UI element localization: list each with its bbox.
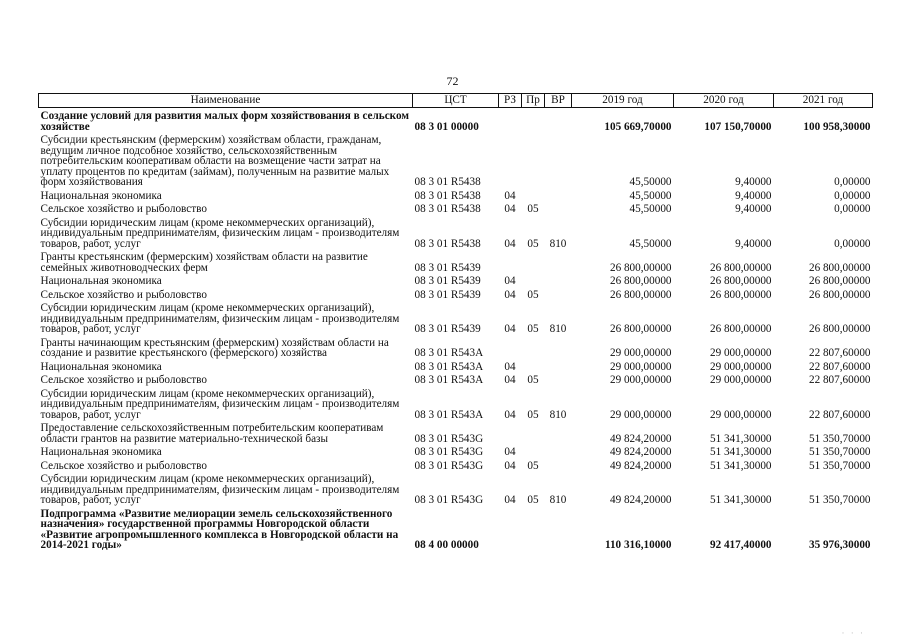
cell-cst: 08 3 01 R5438	[414, 176, 481, 188]
cell-2019: 45,50000	[629, 176, 672, 188]
table-row	[39, 215, 873, 250]
cell-2019: 105 669,70000	[604, 120, 672, 133]
cell-2020: 29 000,00000	[709, 360, 772, 373]
cell-vr	[545, 458, 572, 472]
cell-2019: 29 000,00000	[609, 408, 672, 421]
cell-vr: 810	[549, 494, 567, 506]
cell-rz: 04	[504, 203, 516, 215]
cell-rz	[499, 420, 522, 444]
page-number: 72	[446, 74, 459, 88]
cell-cst: 08 3 01 R5439	[414, 261, 481, 274]
cell-cst: 08 3 01 R543G	[414, 446, 484, 458]
cell-2021: 26 800,00000	[808, 261, 871, 274]
cell-cst: 08 3 01 R5439	[414, 275, 481, 287]
cell-2021: 22 807,60000	[808, 347, 871, 359]
cell-name: Национальная экономика	[40, 446, 162, 458]
budget-table	[38, 93, 873, 551]
cell-cst: 08 3 01 00000	[414, 120, 479, 133]
cell-name: Субсидии юридическим лицам (кроме некоммерческих организаций), индивидуальным предпринимателям, физическим лицам - производителям товаров, работ, услуг	[40, 387, 400, 421]
table-row	[39, 201, 873, 215]
cell-name: Субсидии юридическим лицам (кроме некоммерческих организаций), индивидуальным предпринимателям, физическим лицам - производителям товаров, работ, услуг	[40, 216, 400, 250]
cell-2021: 26 800,00000	[808, 323, 871, 335]
cell-pr: 05	[527, 494, 539, 506]
cell-2019: 49 824,20000	[609, 459, 672, 472]
cell-cst: 08 3 01 R543A	[414, 347, 484, 359]
cell-name: Национальная экономика	[40, 360, 162, 373]
cell-rz: 04	[504, 459, 516, 472]
table-row	[39, 444, 873, 458]
cell-cst: 08 3 01 R5438	[414, 189, 481, 202]
header-vr: ВР	[545, 94, 572, 108]
cell-pr	[522, 444, 545, 458]
cell-pr: 05	[527, 459, 539, 472]
cell-2019: 26 800,00000	[609, 323, 672, 335]
cell-name: Субсидии крестьянским (фермерским) хозяйствам области, гражданам, ведущим личное подсобное хозяйство, сельскохозяйственным потребительским кооперативам области на возмещение части затрат на уплату процентов по кредитам (займам), полученным на развитие малых форм хозяйствования	[40, 134, 390, 188]
cell-pr: 05	[527, 323, 539, 335]
cell-cst: 08 3 01 R5438	[414, 203, 481, 215]
table-row	[39, 300, 873, 335]
cell-vr	[545, 359, 572, 373]
cell-2019: 26 800,00000	[609, 288, 672, 301]
cell-rz	[499, 506, 522, 551]
cell-2021: 0,00000	[834, 189, 871, 202]
cell-name: Сельское хозяйство и рыболовство	[40, 288, 207, 301]
cell-2020: 107 150,70000	[704, 120, 772, 133]
table-row	[39, 386, 873, 421]
cell-pr	[522, 359, 545, 373]
cell-2020: 9,40000	[735, 203, 772, 215]
cell-cst: 08 3 01 R543A	[414, 408, 484, 421]
cell-name: Предоставление сельскохозяйственным потребительским кооперативам области грантов на развитие материально-технической базы	[40, 422, 384, 445]
table-row	[39, 458, 873, 472]
cell-cst: 08 4 00 00000	[414, 539, 479, 551]
cell-pr	[522, 188, 545, 202]
cell-2020: 9,40000	[735, 189, 772, 202]
cell-2021: 22 807,60000	[808, 408, 871, 421]
cell-name: Национальная экономика	[40, 275, 162, 287]
header-cst: ЦСТ	[413, 94, 499, 108]
cell-pr: 05	[527, 203, 539, 215]
cell-2020: 51 341,30000	[709, 459, 772, 472]
table-row	[39, 506, 873, 551]
cell-2020: 26 800,00000	[709, 323, 772, 335]
cell-2021: 51 350,70000	[808, 459, 871, 472]
cell-rz: 04	[504, 288, 516, 301]
cell-2021: 0,00000	[834, 203, 871, 215]
cell-rz	[499, 335, 522, 359]
cell-rz: 04	[504, 237, 516, 250]
cell-rz: 04	[504, 275, 516, 287]
cell-2020: 51 341,30000	[709, 494, 772, 506]
cell-rz: 04	[504, 446, 516, 458]
cell-2021: 35 976,30000	[808, 539, 871, 551]
header-2019: 2019 год	[572, 94, 674, 108]
cell-rz: 04	[504, 189, 516, 202]
header-pr: Пр	[522, 94, 545, 108]
cell-2021: 26 800,00000	[808, 288, 871, 301]
cell-vr	[545, 372, 572, 386]
cell-2021: 51 350,70000	[808, 446, 871, 458]
cell-pr	[522, 132, 545, 188]
cell-cst: 08 3 01 R5439	[414, 288, 481, 301]
cell-vr	[545, 273, 572, 287]
cell-name: Субсидии юридическим лицам (кроме некоммерческих организаций), индивидуальным предпринимателям, физическим лицам - производителям товаров, работ, услуг	[40, 302, 400, 335]
cell-2019: 110 316,10000	[604, 539, 672, 551]
cell-rz	[499, 108, 522, 133]
table-row	[39, 335, 873, 359]
header-rz: РЗ	[499, 94, 522, 108]
cell-name: Сельское хозяйство и рыболовство	[40, 374, 207, 386]
header-2021: 2021 год	[774, 94, 873, 108]
cell-2021: 51 350,70000	[808, 494, 871, 506]
cell-pr	[522, 420, 545, 444]
cell-2020: 92 417,40000	[709, 539, 772, 551]
cell-pr	[522, 335, 545, 359]
cell-vr	[545, 249, 572, 273]
cell-2019: 26 800,00000	[609, 275, 672, 287]
cell-2019: 29 000,00000	[609, 374, 672, 386]
cell-vr	[545, 287, 572, 301]
cell-rz: 04	[504, 323, 516, 335]
cell-name: Сельское хозяйство и рыболовство	[40, 459, 207, 472]
cell-pr	[522, 506, 545, 551]
cell-vr: 810	[549, 323, 567, 335]
cell-rz: 04	[504, 374, 516, 386]
cell-vr	[545, 444, 572, 458]
table-row	[39, 420, 873, 444]
table-row	[39, 287, 873, 301]
cell-cst: 08 3 01 R543G	[414, 432, 484, 445]
table-row	[39, 132, 873, 188]
cell-rz	[499, 249, 522, 273]
cell-2019: 26 800,00000	[609, 261, 672, 274]
cell-cst: 08 3 01 R5438	[414, 237, 481, 250]
table-header-row	[39, 94, 873, 108]
cell-vr: 810	[549, 408, 567, 421]
cell-rz: 04	[504, 408, 516, 421]
cell-pr: 05	[527, 237, 539, 250]
cell-pr	[522, 273, 545, 287]
cell-name: Субсидии юридическим лицам (кроме некоммерческих организаций), индивидуальным предпринимателям, физическим лицам - производителям товаров, работ, услуг	[40, 473, 400, 506]
cell-rz: 04	[504, 494, 516, 506]
cell-vr	[545, 335, 572, 359]
cell-vr	[545, 420, 572, 444]
cell-pr: 05	[527, 408, 539, 421]
cell-pr: 05	[527, 374, 539, 386]
header-name: Наименование	[39, 94, 413, 108]
cell-pr	[522, 249, 545, 273]
cell-2019: 49 824,20000	[609, 494, 672, 506]
cell-2021: 22 807,60000	[808, 374, 871, 386]
cell-pr	[522, 108, 545, 133]
cell-cst: 08 3 01 R5439	[414, 323, 481, 335]
cell-2021: 22 807,60000	[808, 360, 871, 373]
table-row	[39, 372, 873, 386]
cell-2020: 26 800,00000	[709, 288, 772, 301]
cell-2019: 49 824,20000	[609, 446, 672, 458]
cell-name: Национальная экономика	[40, 189, 162, 202]
table-row	[39, 359, 873, 373]
cell-2020: 51 341,30000	[709, 432, 772, 445]
cell-name: Гранты крестьянским (фермерским) хозяйствам области на развитие семейных животноводческих ферм	[40, 251, 368, 274]
cell-vr	[545, 132, 572, 188]
table-row	[39, 273, 873, 287]
cell-vr	[545, 201, 572, 215]
scan-artifact: · · ·	[841, 628, 865, 638]
cell-2020: 9,40000	[735, 237, 772, 250]
cell-2019: 29 000,00000	[609, 360, 672, 373]
cell-2020: 9,40000	[735, 176, 772, 188]
cell-2019: 29 000,00000	[609, 347, 672, 359]
table-row	[39, 249, 873, 273]
table-body	[39, 108, 873, 551]
cell-2020: 26 800,00000	[709, 261, 772, 274]
cell-2020: 26 800,00000	[709, 275, 772, 287]
cell-name: Гранты начинающим крестьянским (фермерским) хозяйствам области на создание и развитие крестьянского (фермерского) хозяйства	[40, 336, 389, 359]
cell-2021: 0,00000	[834, 176, 871, 188]
cell-vr	[545, 188, 572, 202]
cell-2019: 45,50000	[629, 237, 672, 250]
cell-2019: 45,50000	[629, 203, 672, 215]
cell-2021: 100 958,30000	[803, 120, 871, 133]
cell-pr: 05	[527, 288, 539, 301]
table-row	[39, 108, 873, 133]
cell-rz	[499, 132, 522, 188]
cell-2020: 29 000,00000	[709, 374, 772, 386]
cell-rz: 04	[504, 360, 516, 373]
cell-2019: 49 824,20000	[609, 432, 672, 445]
cell-name: Создание условий для развития малых форм хозяйствования в сельском хозяйстве	[40, 110, 409, 133]
header-2020: 2020 год	[674, 94, 774, 108]
cell-cst: 08 3 01 R543G	[414, 494, 484, 506]
cell-2021: 26 800,00000	[808, 275, 871, 287]
cell-vr: 810	[549, 237, 567, 250]
table-row	[39, 188, 873, 202]
cell-2019: 45,50000	[629, 189, 672, 202]
cell-cst: 08 3 01 R543G	[414, 459, 484, 472]
cell-2020: 29 000,00000	[709, 408, 772, 421]
cell-2021: 51 350,70000	[808, 432, 871, 445]
table-row	[39, 471, 873, 506]
cell-2020: 51 341,30000	[709, 446, 772, 458]
cell-cst: 08 3 01 R543A	[414, 360, 484, 373]
cell-cst: 08 3 01 R543A	[414, 374, 484, 386]
cell-name: Подпрограмма «Развитие мелиорации земель сельскохозяйственного назначения» государственной программы Новгородской области «Развитие агропромышленного комплекса в Новгородской области на 2014-2021 годы»	[40, 507, 399, 551]
cell-vr	[545, 506, 572, 551]
cell-2020: 29 000,00000	[709, 347, 772, 359]
cell-name: Сельское хозяйство и рыболовство	[40, 203, 207, 215]
cell-2021: 0,00000	[834, 237, 871, 250]
cell-vr	[545, 108, 572, 133]
